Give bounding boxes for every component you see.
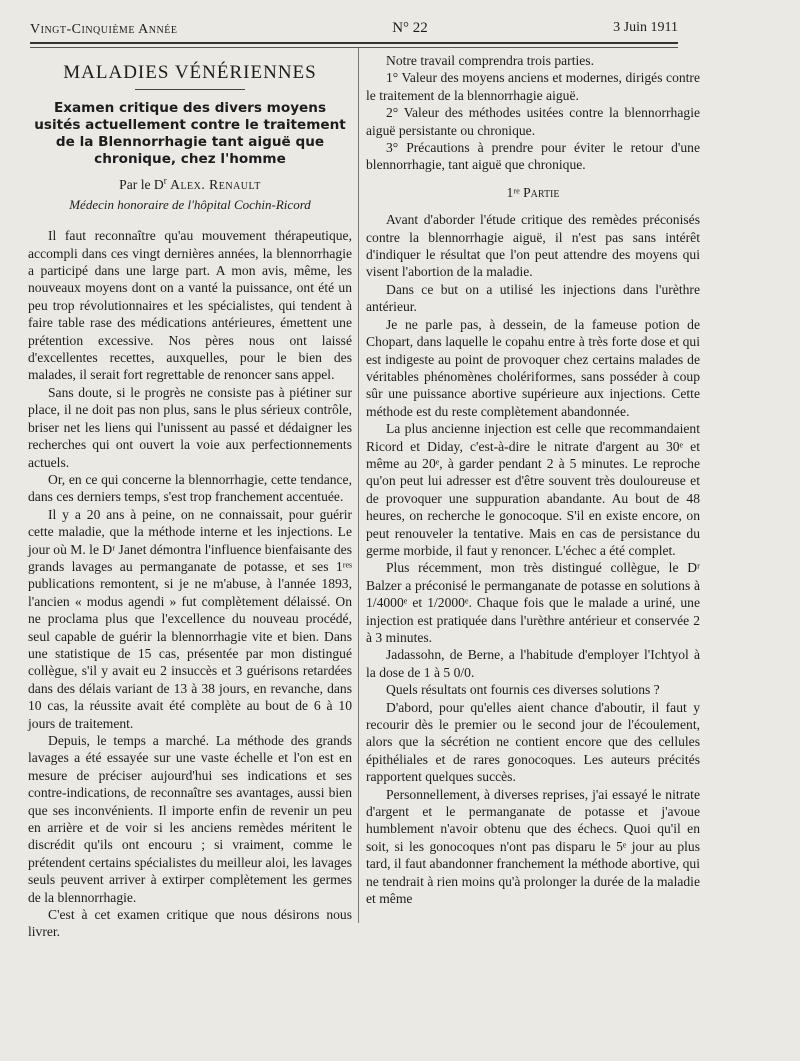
section-title: MALADIES VÉNÉRIENNES [63,62,317,83]
title-rule [135,89,245,90]
column-divider [358,48,359,923]
author-name: Alex. Renault [170,177,261,193]
paragraph: Depuis, le temps a marché. La méthode des grands lavages a été essayée sur une vaste échelle et l'on est en mesure de préciser aujourd'hui ses indications et ses contre-indications, de reconnaître ses avantages, aussi bien que ses inconvénients. Il importe enfin de revenir un peu en arrière et de voir si les anciens remèdes méritent le discrédit qu'ils ont encouru ; si vraiment, comme le prétendent certains spécialistes du meilleur aloi, les lavages seuls peuvent arriver à extirper complètement les germes de la blennorrhagie. [28,733,352,905]
paragraph: Jadassohn, de Berne, a l'habitude d'employer l'Ichtyol à la dose de 1 à 5 0/0. [366,647,700,680]
byline [28,176,352,193]
paragraph: 1° Valeur des moyens anciens et modernes, dirigés contre le traitement de la blennorrhagie aiguë. [366,70,700,103]
running-head [30,18,678,42]
paragraph: Notre travail comprendra trois parties. [386,53,594,68]
header-rule-thin [30,47,678,48]
paragraph: Il y a 20 ans à peine, on ne connaissait, pour guérir cette maladie, que la méthode interne et les injections. Le jour où M. le Dʳ Janet démontra l'influence bienfaisante des grands lavages au permanganate de potasse, et ses 1ʳᵉˢ publications remontent, si je ne m'abuse, à l'année 1893, l'ancien « modus agendi » fut complètement délaissé. On ne proclama plus que l'excellence du nouveau procédé, seul capable de guérir la blennorrhagie vite et bien. Dans une statistique de 15 cas, présentée par mon distingué collègue, s'il y avait eu 2 insuccès et 3 guérisons retardées dans des délais variant de 13 à 38 jours, en revanche, dans 10 cas, la réussite avait été complète au bout de 6 à 10 jours de traitement. [28,506,352,731]
left-column [28,50,352,941]
part-heading: 1ʳᵉ Partie [506,184,560,200]
paragraph: Or, en ce qui concerne la blennorrhagie, cette tendance, dans ces derniers temps, s'est trop franchement accentuée. [28,471,352,505]
paragraph: Quels résultats ont fournis ces diverses solutions ? [386,682,660,698]
paragraph: C'est à cet examen critique que nous désirons nous livrer. [28,907,352,940]
paragraph: 3° Précautions à prendre pour éviter le retour d'une blennorrhagie, tant aiguë que chronique. [366,140,700,173]
byline-prefix: Par le D [119,177,164,193]
issue-number: N° 22 [392,20,428,36]
byline-prefix-sup: r [163,175,167,186]
author-affiliation: Médecin honoraire de l'hôpital Cochin-Ricord [69,196,311,212]
paragraph: Il faut reconnaître qu'au mouvement thérapeutique, accompli dans ces vingt dernières années, la blennorrhagie a participé dans une large part. A mon avis, même, les nouveaux moyens dont on a vanté la puissance, ont été un peu trop révolutionnaires et les spécialistes, qui tendent à faire table rase des médications antérieures, émettent une prétention excessive. Nos pères nous ont laissé d'excellentes recettes, auxquelles, pour le bien des malades, il serait fort regrettable de renoncer sans appel. [28,228,352,383]
paragraph: Avant d'aborder l'étude critique des remèdes préconisés contre la blennorrhagie aiguë, il n'est pas sans intérêt d'indiquer le résultat que l'on peut attendre des moyens qui visent l'abortion de la maladie. [366,212,700,280]
paragraph: Personnellement, à diverses reprises, j'ai essayé le nitrate d'argent et le permanganate de potasse et j'avoue humblement n'avoir obtenu que des échecs. Quoi qu'il en soit, si les gonocoques n'ont pas disparu le 5ᵉ jour au plus tard, il faut abandonner franchement la méthode abortive, qui ne tendrait à rien moins qu'à prolonger la durée de la maladie et même [366,786,700,907]
article-title: Examen critique des divers moyens usités actuellement contre le traitement de la Blennorrhagie tant aiguë que chronique, chez l'homme [34,100,346,168]
paragraph: D'abord, pour qu'elles aient chance d'aboutir, il faut y recourir dès le premier ou le second jour de l'écoulement, alors que la sécrétion ne contient encore que des cellules épithéliales et de rares gonocoques. Les auteurs précités rapportent quelques succès. [366,699,700,785]
paragraph: Dans ce but on a utilisé les injections dans l'urèthre antérieur. [366,281,700,315]
paragraph: La plus ancienne injection est celle que recommandaient Ricord et Diday, c'est-à-dire le nitrate d'argent au 30ᵉ et même au 20ᵉ, à garder pendant 2 à 5 minutes. Le reproche qu'on peut lui adresser est d'être souvent très douloureuse et de provoquer une suppuration abandante. Au bout de 48 heures, on recherche le gonocoque. S'il en existe encore, on peut renouveler la tentative. Mais en cas de persistance du germe morbide, il faut y renoncer. L'échec a été complet. [366,421,700,558]
paragraph: Je ne parle pas, à dessein, de la fameuse potion de Chopart, dans laquelle le copahu entre à très forte dose et qui est indigeste au point de provoquer chez certains malades de véritables phénomènes cholériformes, sans posséder à coup sûr une puissance abortive supérieure aux injections. Cette méthode est du reste complètement abandonnée. [366,316,700,419]
paragraph: Plus récemment, mon très distingué collègue, le Dʳ Balzer a préconisé le permanganate de potasse en solutions à 1/4000ᵉ et 1/2000ᵉ. Chaque fois que le malade a uriné, une injection est pratiquée dans l'urèthre antérieur et conservée 2 à 3 minutes. [366,560,700,645]
paragraph: 2° Valeur des méthodes usitées contre la blennorrhagie aiguë persistante ou chronique. [366,105,700,138]
paragraph: Sans doute, si le progrès ne consiste pas à piétiner sur place, il ne doit pas non plus, sans le plus sérieux contrôle, briser net les liens qui l'unissent au passé et dédaigner les recherches qui ont ouvert la voie aux perfectionnements actuels. [28,384,352,470]
right-column [366,52,700,908]
issue-date: 3 Juin 1911 [613,20,678,35]
volume-label: Vingt-Cinquième Année [30,22,178,37]
header-rule [30,42,678,44]
